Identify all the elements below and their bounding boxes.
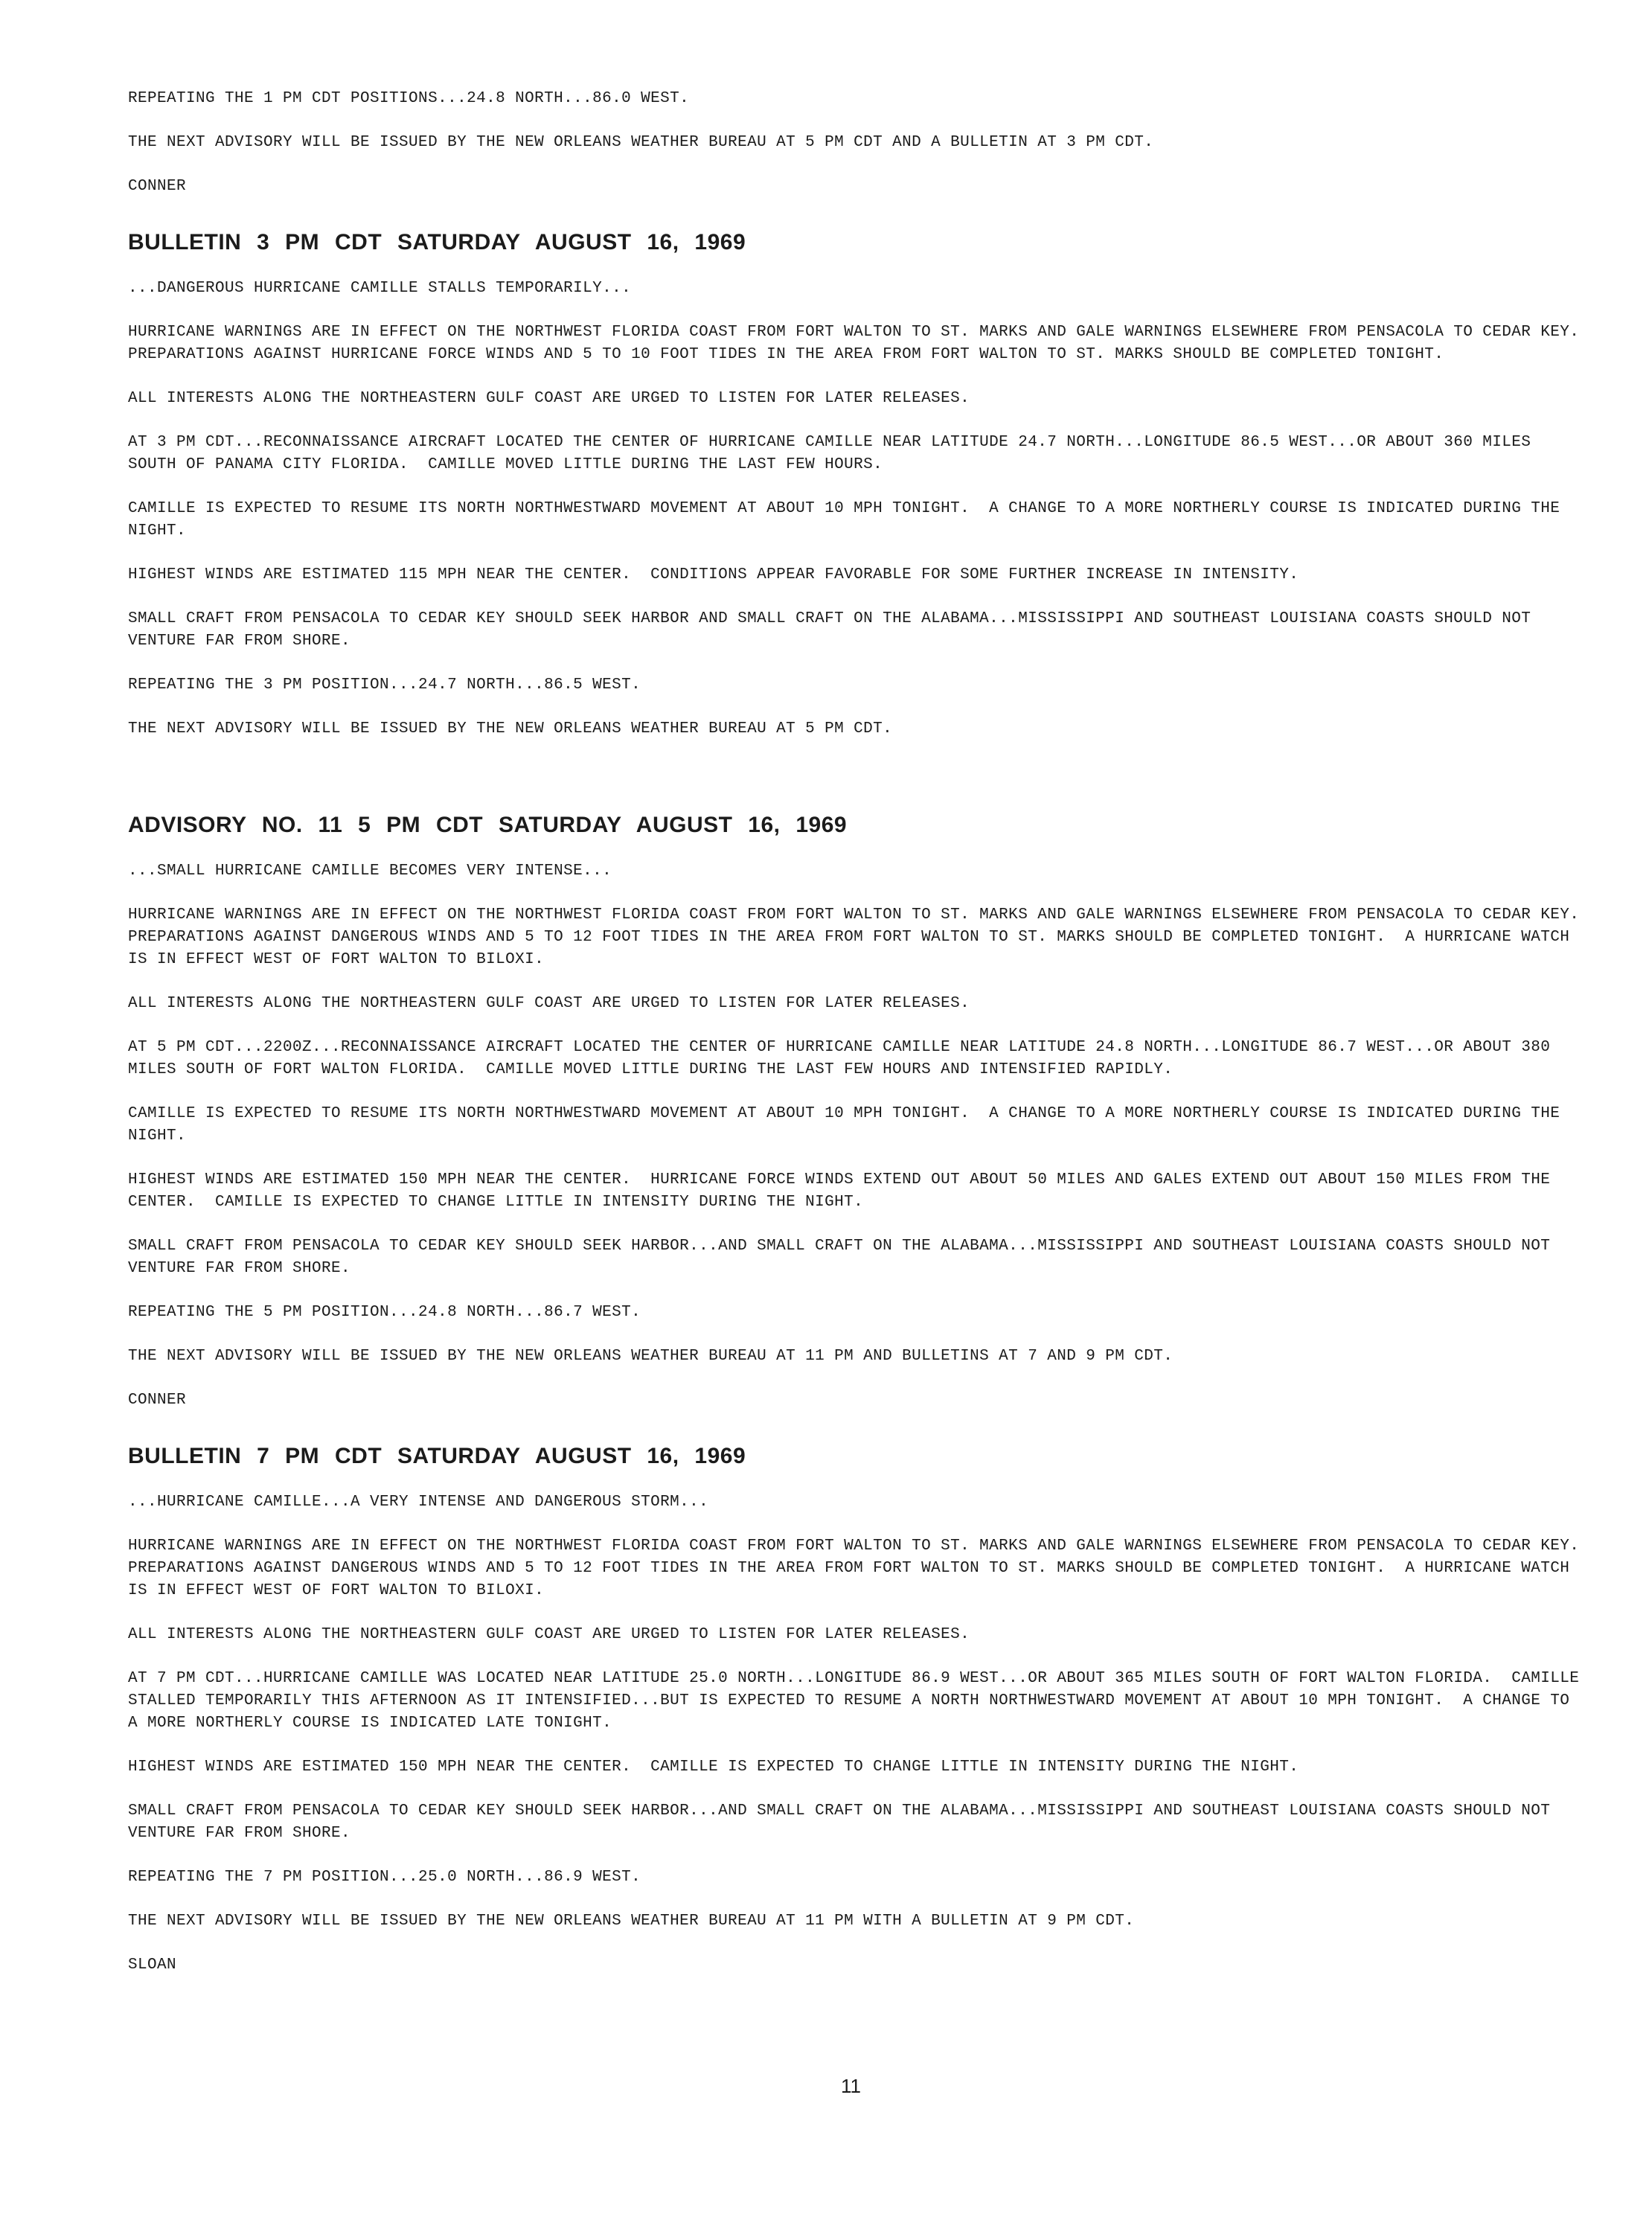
section-paragraph: REPEATING THE 3 PM POSITION...24.7 NORTH...86.5 WEST. bbox=[128, 676, 641, 694]
section-paragraph: AT 5 PM CDT...2200Z...RECONNAISSANCE AIRCRAFT LOCATED THE CENTER OF HURRICANE CAMILLE NEAR LATITUDE 24.8 NORTH...LONGITUDE 86.7 WEST...OR ABOUT 380 MILES SOUTH OF FORT WALTON FLORIDA. CAMILLE MOVED LITTLE DURING THE LAST FEW HOURS AND INTENSIFIED RAPIDLY. bbox=[128, 1039, 1560, 1078]
section-paragraph: ...DANGEROUS HURRICANE CAMILLE STALLS TEMPORARILY... bbox=[128, 280, 632, 297]
section-paragraph: HIGHEST WINDS ARE ESTIMATED 115 MPH NEAR THE CENTER. CONDITIONS APPEAR FAVORABLE FOR SOME FURTHER INCREASE IN INTENSITY. bbox=[128, 566, 1299, 583]
intro-signature: CONNER bbox=[128, 178, 187, 195]
section-paragraph: HURRICANE WARNINGS ARE IN EFFECT ON THE NORTHWEST FLORIDA COAST FROM FORT WALTON TO ST. MARKS AND GALE WARNINGS ELSEWHERE FROM PENSACOLA TO CEDAR KEY. PREPARATIONS AGAINST DANGEROUS WINDS AND 5 TO 12 FOOT TIDES IN THE AREA FROM FORT WALTON TO ST. MARKS SHOULD BE COMPLETED TONIGHT. A HURRICANE WATCH IS IN EFFECT WEST OF FORT WALTON TO BILOXI. bbox=[128, 1538, 1599, 1599]
section-paragraph: CAMILLE IS EXPECTED TO RESUME ITS NORTH NORTHWESTWARD MOVEMENT AT ABOUT 10 MPH TONIGHT. A CHANGE TO A MORE NORTHERLY COURSE IS INDICATED DURING THE NIGHT. bbox=[128, 500, 1570, 540]
section-paragraph: ALL INTERESTS ALONG THE NORTHEASTERN GULF COAST ARE URGED TO LISTEN FOR LATER RELEASES. bbox=[128, 1626, 970, 1643]
page-number: 11 bbox=[841, 2075, 861, 2097]
section-paragraph: SMALL CRAFT FROM PENSACOLA TO CEDAR KEY SHOULD SEEK HARBOR...AND SMALL CRAFT ON THE ALABAMA...MISSISSIPPI AND SOUTHEAST LOUISIANA COASTS SHOULD NOT VENTURE FAR FROM SHORE. bbox=[128, 1238, 1560, 1277]
section-paragraph: SMALL CRAFT FROM PENSACOLA TO CEDAR KEY SHOULD SEEK HARBOR...AND SMALL CRAFT ON THE ALABAMA...MISSISSIPPI AND SOUTHEAST LOUISIANA COASTS SHOULD NOT VENTURE FAR FROM SHORE. bbox=[128, 1802, 1560, 1842]
section-paragraph: ...SMALL HURRICANE CAMILLE BECOMES VERY INTENSE... bbox=[128, 863, 612, 880]
section-paragraph: REPEATING THE 7 PM POSITION...25.0 NORTH...86.9 WEST. bbox=[128, 1869, 641, 1886]
intro-position-line: REPEATING THE 1 PM CDT POSITIONS...24.8 NORTH...86.0 WEST. bbox=[128, 90, 690, 107]
document-page bbox=[128, 88, 1599, 1977]
section-heading-bulletin-3pm: BULLETIN 3 PM CDT SATURDAY AUGUST 16, 1969 bbox=[128, 230, 746, 255]
section-paragraph: ALL INTERESTS ALONG THE NORTHEASTERN GULF COAST ARE URGED TO LISTEN FOR LATER RELEASES. bbox=[128, 390, 970, 407]
section-paragraph: AT 3 PM CDT...RECONNAISSANCE AIRCRAFT LOCATED THE CENTER OF HURRICANE CAMILLE NEAR LATITUDE 24.7 NORTH...LONGITUDE 86.5 WEST...OR ABOUT 360 MILES SOUTH OF PANAMA CITY FLORIDA. CAMILLE MOVED LITTLE DURING THE LAST FEW HOURS. bbox=[128, 434, 1541, 473]
section-paragraph: HIGHEST WINDS ARE ESTIMATED 150 MPH NEAR THE CENTER. HURRICANE FORCE WINDS EXTEND OUT ABOUT 50 MILES AND GALES EXTEND OUT ABOUT 150 MILES FROM THE CENTER. CAMILLE IS EXPECTED TO CHANGE LITTLE IN INTENSITY DURING THE NIGHT. bbox=[128, 1171, 1560, 1211]
section-paragraph: ALL INTERESTS ALONG THE NORTHEASTERN GULF COAST ARE URGED TO LISTEN FOR LATER RELEASES. bbox=[128, 995, 970, 1012]
section-paragraph: THE NEXT ADVISORY WILL BE ISSUED BY THE NEW ORLEANS WEATHER BUREAU AT 5 PM CDT. bbox=[128, 720, 893, 738]
section-paragraph: SMALL CRAFT FROM PENSACOLA TO CEDAR KEY SHOULD SEEK HARBOR AND SMALL CRAFT ON THE ALABAMA...MISSISSIPPI AND SOUTHEAST LOUISIANA COASTS SHOULD NOT VENTURE FAR FROM SHORE. bbox=[128, 610, 1541, 650]
section-paragraph: ...HURRICANE CAMILLE...A VERY INTENSE AND DANGEROUS STORM... bbox=[128, 1494, 709, 1511]
section-paragraph: HURRICANE WARNINGS ARE IN EFFECT ON THE NORTHWEST FLORIDA COAST FROM FORT WALTON TO ST. MARKS AND GALE WARNINGS ELSEWHERE FROM PENSACOLA TO CEDAR KEY. PREPARATIONS AGAINST DANGEROUS WINDS AND 5 TO 12 FOOT TIDES IN THE AREA FROM FORT WALTON TO ST. MARKS SHOULD BE COMPLETED TONIGHT. A HURRICANE WATCH IS IN EFFECT WEST OF FORT WALTON TO BILOXI. bbox=[128, 906, 1599, 968]
intro-next-advisory-line: THE NEXT ADVISORY WILL BE ISSUED BY THE NEW ORLEANS WEATHER BUREAU AT 5 PM CDT AND A BULLETIN AT 3 PM CDT. bbox=[128, 134, 1154, 151]
section-paragraph: THE NEXT ADVISORY WILL BE ISSUED BY THE NEW ORLEANS WEATHER BUREAU AT 11 PM WITH A BULLETIN AT 9 PM CDT. bbox=[128, 1913, 1135, 1930]
section-paragraph: AT 7 PM CDT...HURRICANE CAMILLE WAS LOCATED NEAR LATITUDE 25.0 NORTH...LONGITUDE 86.9 WEST...OR ABOUT 365 MILES SOUTH OF FORT WALTON FLORIDA. CAMILLE STALLED TEMPORARILY THIS AFTERNOON AS IT INTENSIFIED...BUT IS EXPECTED TO RESUME A NORTH NORTHWESTWARD MOVEMENT AT ABOUT 10 MPH TONIGHT. A CHANGE TO A MORE NORTHERLY COURSE IS INDICATED LATE TONIGHT. bbox=[128, 1670, 1589, 1732]
section-signature: SLOAN bbox=[128, 1957, 177, 1974]
section-paragraph: HURRICANE WARNINGS ARE IN EFFECT ON THE NORTHWEST FLORIDA COAST FROM FORT WALTON TO ST. MARKS AND GALE WARNINGS ELSEWHERE FROM PENSACOLA TO CEDAR KEY. PREPARATIONS AGAINST HURRICANE FORCE WINDS AND 5 TO 10 FOOT TIDES IN THE AREA FROM FORT WALTON TO ST. MARKS SHOULD BE COMPLETED TONIGHT. bbox=[128, 324, 1599, 363]
section-paragraph: THE NEXT ADVISORY WILL BE ISSUED BY THE NEW ORLEANS WEATHER BUREAU AT 11 PM AND BULLETINS AT 7 AND 9 PM CDT. bbox=[128, 1348, 1174, 1365]
section-heading-bulletin-7pm: BULLETIN 7 PM CDT SATURDAY AUGUST 16, 1969 bbox=[128, 1444, 746, 1468]
section-paragraph: CAMILLE IS EXPECTED TO RESUME ITS NORTH NORTHWESTWARD MOVEMENT AT ABOUT 10 MPH TONIGHT. A CHANGE TO A MORE NORTHERLY COURSE IS INDICATED DURING THE NIGHT. bbox=[128, 1105, 1570, 1145]
section-paragraph: HIGHEST WINDS ARE ESTIMATED 150 MPH NEAR THE CENTER. CAMILLE IS EXPECTED TO CHANGE LITTLE IN INTENSITY DURING THE NIGHT. bbox=[128, 1759, 1299, 1776]
section-signature: CONNER bbox=[128, 1392, 187, 1409]
section-paragraph: REPEATING THE 5 PM POSITION...24.8 NORTH...86.7 WEST. bbox=[128, 1304, 641, 1321]
section-heading-advisory-11: ADVISORY NO. 11 5 PM CDT SATURDAY AUGUST 16, 1969 bbox=[128, 813, 848, 837]
